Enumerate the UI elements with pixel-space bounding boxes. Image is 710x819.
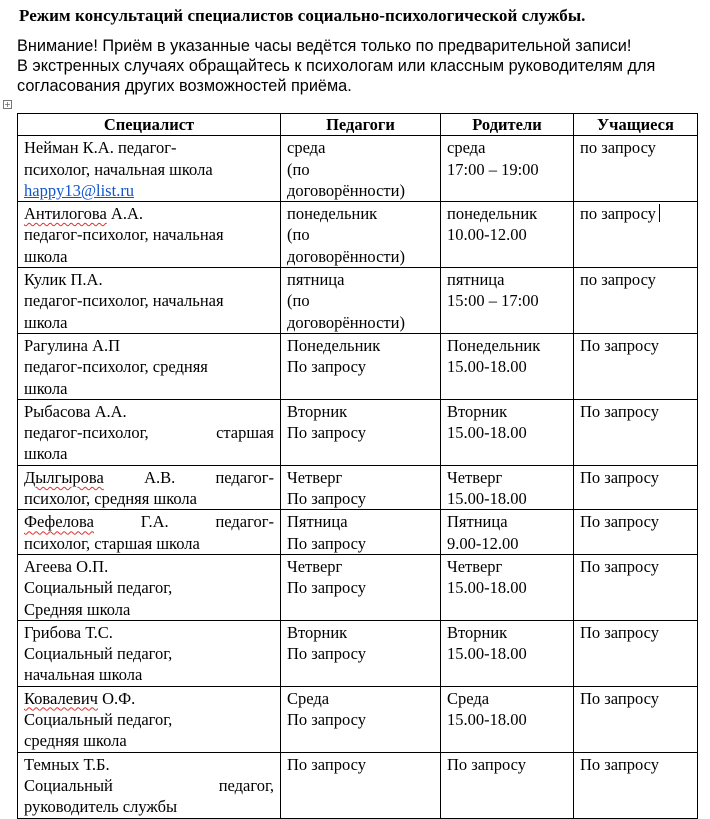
specialist-line: школа: [24, 246, 68, 266]
table-row: [18, 554, 698, 620]
parents-line: 15.00-18.00: [447, 644, 527, 664]
students-text: По запросу: [580, 688, 660, 708]
parents-cell: [441, 202, 574, 268]
parents-cell: [441, 136, 574, 202]
teachers-cell: [281, 510, 441, 555]
specialist-line: Средняя школа: [24, 599, 131, 619]
students-text: По запросу: [580, 754, 660, 774]
parents-line: 15.00-18.00: [447, 423, 527, 443]
students-cell: [574, 554, 698, 620]
specialist-name-line: [24, 511, 274, 532]
teachers-cell: [281, 752, 441, 818]
email-link[interactable]: happy13@list.ru: [24, 180, 135, 200]
teachers-line: (по: [287, 225, 310, 245]
parents-line: Вторник: [447, 622, 508, 642]
notice-line: согласования других возможностей приёма.: [17, 77, 352, 95]
parents-cell: [441, 333, 574, 399]
specialist-cell: [18, 465, 281, 510]
column-header: Специалист: [18, 114, 281, 136]
table-row: [18, 465, 698, 510]
column-header: Родители: [441, 114, 574, 136]
table-row: [18, 333, 698, 399]
specialist-line: Грибова Т.С.: [24, 622, 113, 642]
specialist-line: школа: [24, 312, 68, 332]
parents-cell: [441, 620, 574, 686]
specialist-cell: [18, 686, 281, 752]
teachers-line: По запросу: [287, 754, 367, 774]
teachers-line: Среда: [287, 688, 330, 708]
schedule-table: [17, 113, 698, 819]
parents-line: Четверг: [447, 467, 503, 487]
table-row: [18, 510, 698, 555]
parents-cell: [441, 399, 574, 465]
parents-line: Пятница: [447, 512, 508, 532]
teachers-line: По запросу: [287, 644, 367, 664]
parents-line: 15.00-18.00: [447, 578, 527, 598]
table-row: [18, 399, 698, 465]
notice-paragraph: [17, 36, 707, 96]
specialist-line: начальная школа: [24, 665, 143, 685]
specialist-line: Нейман К.А. педагог-: [24, 138, 177, 158]
teachers-line: договорённости): [287, 312, 405, 332]
specialist-name-line: [24, 467, 274, 488]
teachers-line: договорённости): [287, 246, 405, 266]
specialist-line: школа: [24, 444, 68, 464]
specialist-surname: Ковалевич: [24, 688, 98, 708]
students-text: По запросу: [580, 335, 660, 355]
specialist-line: средняя школа: [24, 731, 127, 751]
table-move-handle-icon[interactable]: +: [4, 100, 11, 109]
students-text: по запросу: [580, 204, 656, 224]
specialist-line: Кулик П.А.: [24, 270, 103, 290]
parents-line: понедельник: [447, 204, 538, 224]
parents-line: Среда: [447, 688, 490, 708]
teachers-cell: [281, 686, 441, 752]
specialist-line: Социальный педагог,: [24, 710, 173, 730]
table-row: [18, 202, 698, 268]
specialist-line: Социальный педагог,: [24, 578, 173, 598]
specialist-initials: А.А.: [106, 204, 143, 224]
teachers-line: Пятница: [287, 512, 348, 532]
table-row: [18, 686, 698, 752]
teachers-line: По запросу: [287, 578, 367, 598]
teachers-line: По запросу: [287, 423, 367, 443]
teachers-cell: [281, 554, 441, 620]
students-cell: [574, 333, 698, 399]
parents-line: Четверг: [447, 556, 503, 576]
specialist-surname: Дылгырова: [24, 467, 104, 487]
teachers-line: понедельник: [287, 204, 378, 224]
parents-line: 17:00 – 19:00: [447, 159, 539, 179]
parents-cell: [441, 752, 574, 818]
specialist-line: психолог, начальная школа: [24, 159, 213, 179]
students-cell: [574, 268, 698, 334]
parents-line: 15:00 – 17:00: [447, 291, 539, 311]
text-cursor: [659, 204, 660, 222]
students-text: По запросу: [580, 512, 660, 532]
specialist-cell: [18, 510, 281, 555]
teachers-line: Четверг: [287, 556, 343, 576]
specialist-line: психолог, старшая школа: [24, 533, 200, 553]
students-cell: [574, 510, 698, 555]
parents-cell: [441, 268, 574, 334]
parents-line: Вторник: [447, 401, 508, 421]
specialist-cell: [18, 620, 281, 686]
specialist-cell: [18, 399, 281, 465]
specialist-cell: [18, 333, 281, 399]
notice-line: В экстренных случаях обращайтесь к психологам или классным руководителям для: [17, 57, 656, 75]
parents-line: пятница: [447, 270, 505, 290]
students-text: По запросу: [580, 556, 660, 576]
table-row: [18, 620, 698, 686]
teachers-line: Вторник: [287, 622, 348, 642]
specialist-line: руководитель службы: [24, 797, 178, 817]
table-row: [18, 136, 698, 202]
specialist-line: педагог-психолог, средняя: [24, 357, 208, 377]
parents-cell: [441, 510, 574, 555]
document-title: Режим консультаций специалистов социально-психологической службы.: [19, 6, 586, 25]
teachers-line: Вторник: [287, 401, 348, 421]
specialist-line: педагог-психолог, начальная: [24, 291, 224, 311]
parents-line: 15.00-18.00: [447, 357, 527, 377]
specialist-initials: Г.А. педагог-: [93, 512, 274, 532]
teachers-line: По запросу: [287, 710, 367, 730]
specialist-line: Рагулина А.П: [24, 335, 121, 355]
notice-line: Внимание! Приём в указанные часы ведётся только по предварительной записи!: [17, 37, 632, 55]
teachers-line: Понедельник: [287, 335, 381, 355]
specialist-cell: [18, 752, 281, 818]
specialist-cell: [18, 202, 281, 268]
parents-line: 10.00-12.00: [447, 225, 527, 245]
specialist-line: Агеева О.П.: [24, 556, 109, 576]
specialist-cell: [18, 554, 281, 620]
specialist-initials: А.В. педагог-: [103, 467, 274, 487]
column-header: Педагоги: [281, 114, 441, 136]
teachers-line: договорённости): [287, 180, 405, 200]
specialist-line: педагог-психолог, старшая: [24, 423, 274, 443]
specialist-initials: О.Ф.: [97, 688, 136, 708]
teachers-line: (по: [287, 159, 310, 179]
parents-line: 9.00-12.00: [447, 533, 519, 553]
parents-line: По запросу: [447, 754, 527, 774]
students-text: По запросу: [580, 622, 660, 642]
specialist-surname: Фефелова: [24, 512, 94, 532]
specialist-line: Рыбасова А.А.: [24, 401, 127, 421]
specialist-name-line: [24, 688, 274, 709]
students-cell: [574, 686, 698, 752]
teachers-cell: [281, 620, 441, 686]
teachers-line: По запросу: [287, 533, 367, 553]
teachers-line: Четверг: [287, 467, 343, 487]
parents-cell: [441, 554, 574, 620]
table-header-row: [18, 114, 698, 136]
specialist-line: школа: [24, 378, 68, 398]
teachers-line: пятница: [287, 270, 345, 290]
students-text: по запросу: [580, 270, 656, 290]
parents-line: 15.00-18.00: [447, 710, 527, 730]
column-header: Учащиеся: [574, 114, 698, 136]
parents-line: 15.00-18.00: [447, 489, 527, 509]
students-text: По запросу: [580, 467, 660, 487]
students-cell: [574, 752, 698, 818]
students-cell: [574, 465, 698, 510]
students-cell: [574, 620, 698, 686]
teachers-cell: [281, 268, 441, 334]
specialist-line: Темных Т.Б.: [24, 754, 110, 774]
teachers-line: среда: [287, 138, 326, 158]
teachers-cell: [281, 399, 441, 465]
teachers-cell: [281, 465, 441, 510]
specialist-cell: [18, 268, 281, 334]
teachers-cell: [281, 202, 441, 268]
specialist-line: психолог, средняя школа: [24, 489, 197, 509]
parents-line: Понедельник: [447, 335, 541, 355]
teachers-line: (по: [287, 291, 310, 311]
table-row: [18, 752, 698, 818]
students-cell: [574, 202, 698, 268]
teachers-line: По запросу: [287, 357, 367, 377]
specialist-surname: Антилогова: [24, 204, 107, 224]
table-row: [18, 268, 698, 334]
specialist-line: Социальный педагог,: [24, 644, 173, 664]
specialist-cell: [18, 136, 281, 202]
students-cell: [574, 399, 698, 465]
teachers-cell: [281, 136, 441, 202]
teachers-cell: [281, 333, 441, 399]
students-text: По запросу: [580, 401, 660, 421]
specialist-line: педагог-психолог, начальная: [24, 225, 224, 245]
parents-cell: [441, 686, 574, 752]
students-cell: [574, 136, 698, 202]
specialist-line: Социальный педагог,: [24, 775, 274, 795]
parents-cell: [441, 465, 574, 510]
specialist-name-line: [24, 203, 274, 224]
teachers-line: По запросу: [287, 489, 367, 509]
students-text: по запросу: [580, 138, 656, 158]
parents-line: среда: [447, 138, 486, 158]
